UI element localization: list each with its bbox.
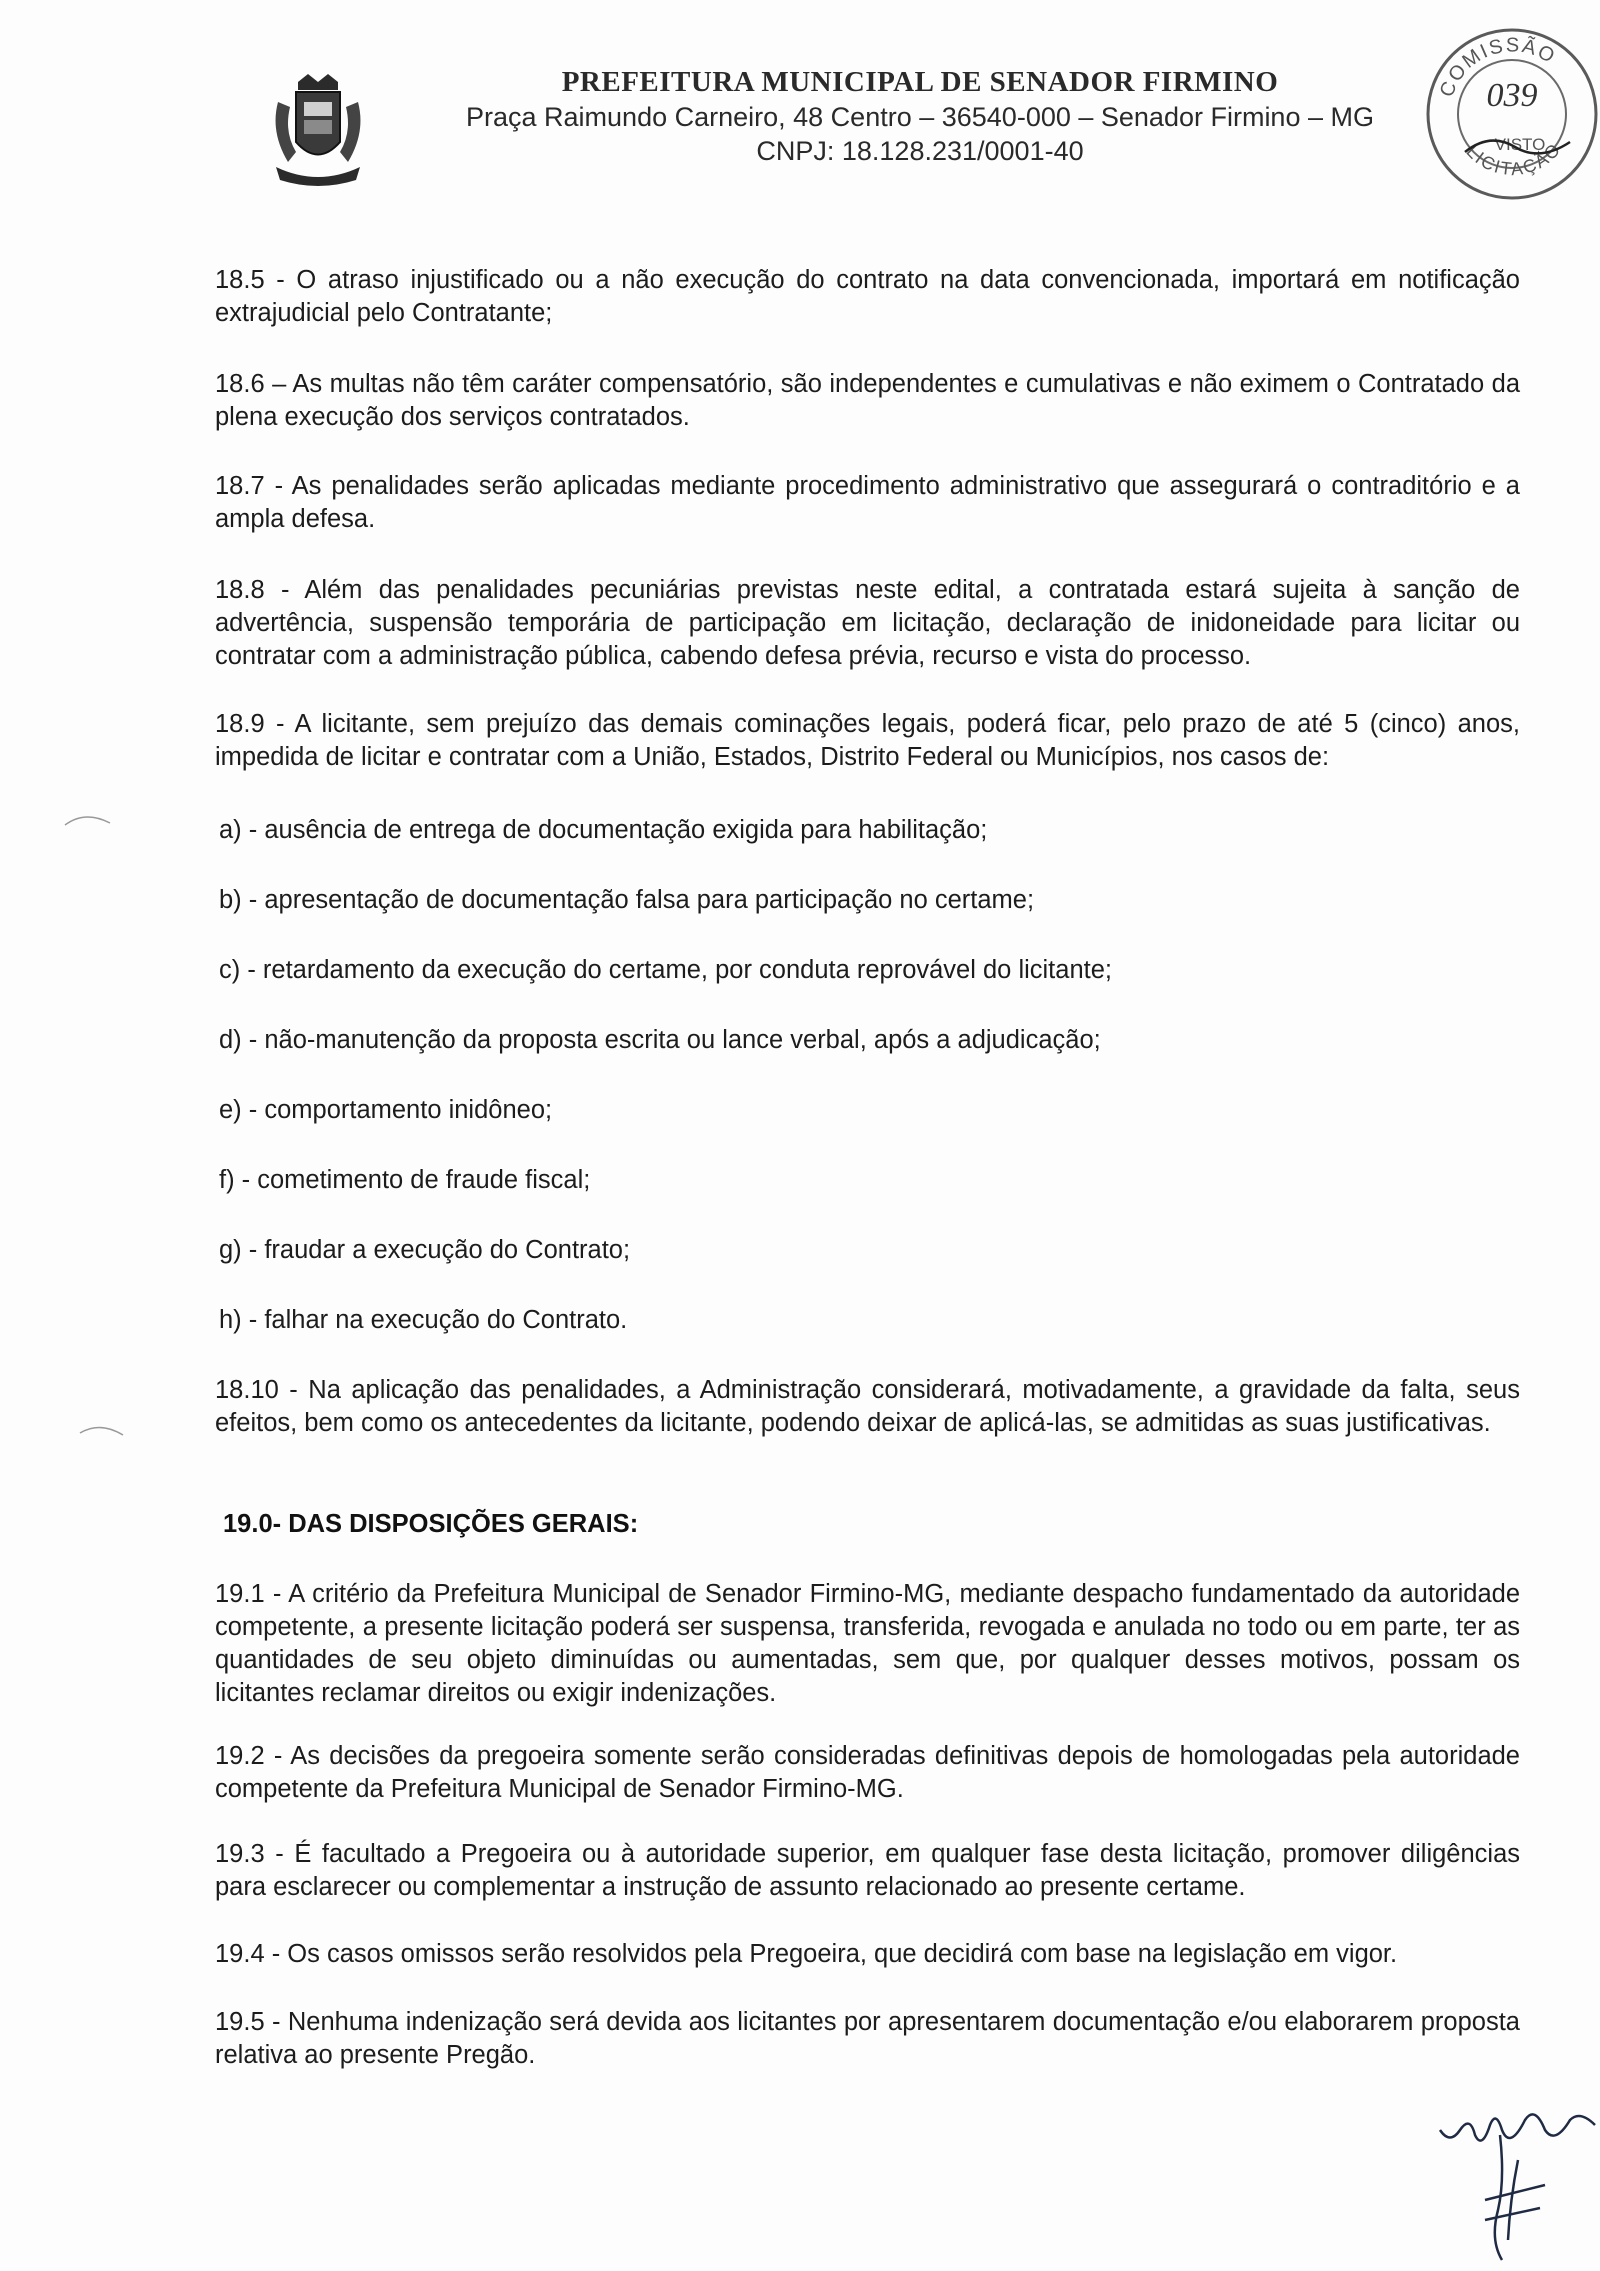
- list-item: c) - retardamento da execução do certame, por conduta reprovável do licitante;: [219, 956, 1112, 984]
- clause-19-4: 19.4 - Os casos omissos serão resolvidos pela Pregoeira, que decidirá com base na legislação em vigor.: [215, 1940, 1398, 1968]
- clause-18-7: 18.7 - As penalidades serão aplicadas mediante procedimento administrativo que assegurará o contraditório e a ampla defesa.: [215, 472, 1520, 533]
- stamp-top-text: COMISSÃO: [1435, 34, 1560, 101]
- municipality-cnpj: CNPJ: 18.128.231/0001-40: [756, 136, 1084, 166]
- clause-18-6: 18.6 – As multas não têm caráter compensatório, são independentes e cumulativas e não eximem o Contratado da plena execução dos serviços contratados.: [215, 370, 1520, 431]
- list-item: a) - ausência de entrega de documentação exigida para habilitação;: [219, 816, 988, 844]
- clause-19-1: 19.1 - A critério da Prefeitura Municipal de Senador Firmino-MG, mediante despacho fundamentado da autoridade competente, a presente licitação poderá ser suspensa, transferida, revogada e anulada no todo ou em parte, ter as quantidades de seu objeto diminuídas ou aumentadas, sem que, por qualquer desses motivos, possam os licitantes reclamar direitos ou exigir indenizações.: [215, 1580, 1520, 1707]
- stamp-bottom-text: LICITAÇÃO: [1462, 138, 1566, 180]
- clause-19-2: 19.2 - As decisões da pregoeira somente serão consideradas definitivas depois de homologadas pela autoridade competente da Prefeitura Municipal de Senador Firmino-MG.: [215, 1742, 1520, 1803]
- commission-stamp: [1420, 22, 1600, 207]
- municipality-address: Praça Raimundo Carneiro, 48 Centro – 36540-000 – Senador Firmino – MG: [466, 102, 1374, 132]
- list-item: g) - fraudar a execução do Contrato;: [219, 1236, 631, 1264]
- clause-18-5: 18.5 - O atraso injustificado ou a não execução do contrato na data convencionada, importará em notificação extrajudicial pelo Contratante;: [215, 266, 1520, 327]
- clause-18-8: 18.8 - Além das penalidades pecuniárias previstas neste edital, a contratada estará sujeita à sanção de advertência, suspensão temporária de participação em licitação, declaração de inidoneidade para licitar ou contratar com a administração pública, cabendo defesa prévia, recurso e vista do processo.: [215, 576, 1520, 670]
- page-header: [0, 0, 1600, 240]
- clause-18-10: 18.10 - Na aplicação das penalidades, a Administração considerará, motivadamente, a gravidade da falta, seus efeitos, bem como os antecedentes da licitante, podendo deixar de aplicá-las, se admitidas as suas justificativas.: [215, 1376, 1520, 1437]
- municipal-coat-of-arms: [268, 72, 368, 192]
- clause-19-3: 19.3 - É facultado a Pregoeira ou à autoridade superior, em qualquer fase desta licitação, promover diligências para esclarecer ou complementar a instrução de assunto relacionado ao presente certame.: [215, 1840, 1520, 1901]
- list-item: e) - comportamento inidôneo;: [219, 1096, 553, 1124]
- stamp-middle-text: VISTO: [1494, 135, 1546, 154]
- stamp-number: 039: [1486, 77, 1538, 114]
- section-heading-19: 19.0- DAS DISPOSIÇÕES GERAIS:: [223, 1510, 639, 1538]
- list-item: h) - falhar na execução do Contrato.: [219, 1306, 628, 1334]
- list-item: b) - apresentação de documentação falsa para participação no certame;: [219, 886, 1035, 914]
- header-text-block: [420, 64, 1420, 168]
- clause-18-9: 18.9 - A licitante, sem prejuízo das demais cominações legais, poderá ficar, pelo prazo de até 5 (cinco) anos, impedida de licitar e contratar com a União, Estados, Distrito Federal ou Municípios, nos casos de:: [215, 710, 1520, 771]
- municipality-name: PREFEITURA MUNICIPAL DE SENADOR FIRMINO: [561, 66, 1279, 98]
- scan-mark: [75, 1415, 135, 1445]
- handwritten-signature: [1430, 2090, 1600, 2270]
- clause-19-5: 19.5 - Nenhuma indenização será devida aos licitantes por apresentarem documentação e/ou elaborarem proposta relativa ao presente Pregão.: [215, 2008, 1520, 2069]
- scan-mark: [60, 805, 120, 835]
- list-item: d) - não-manutenção da proposta escrita ou lance verbal, após a adjudicação;: [219, 1026, 1101, 1054]
- list-item: f) - cometimento de fraude fiscal;: [219, 1166, 591, 1194]
